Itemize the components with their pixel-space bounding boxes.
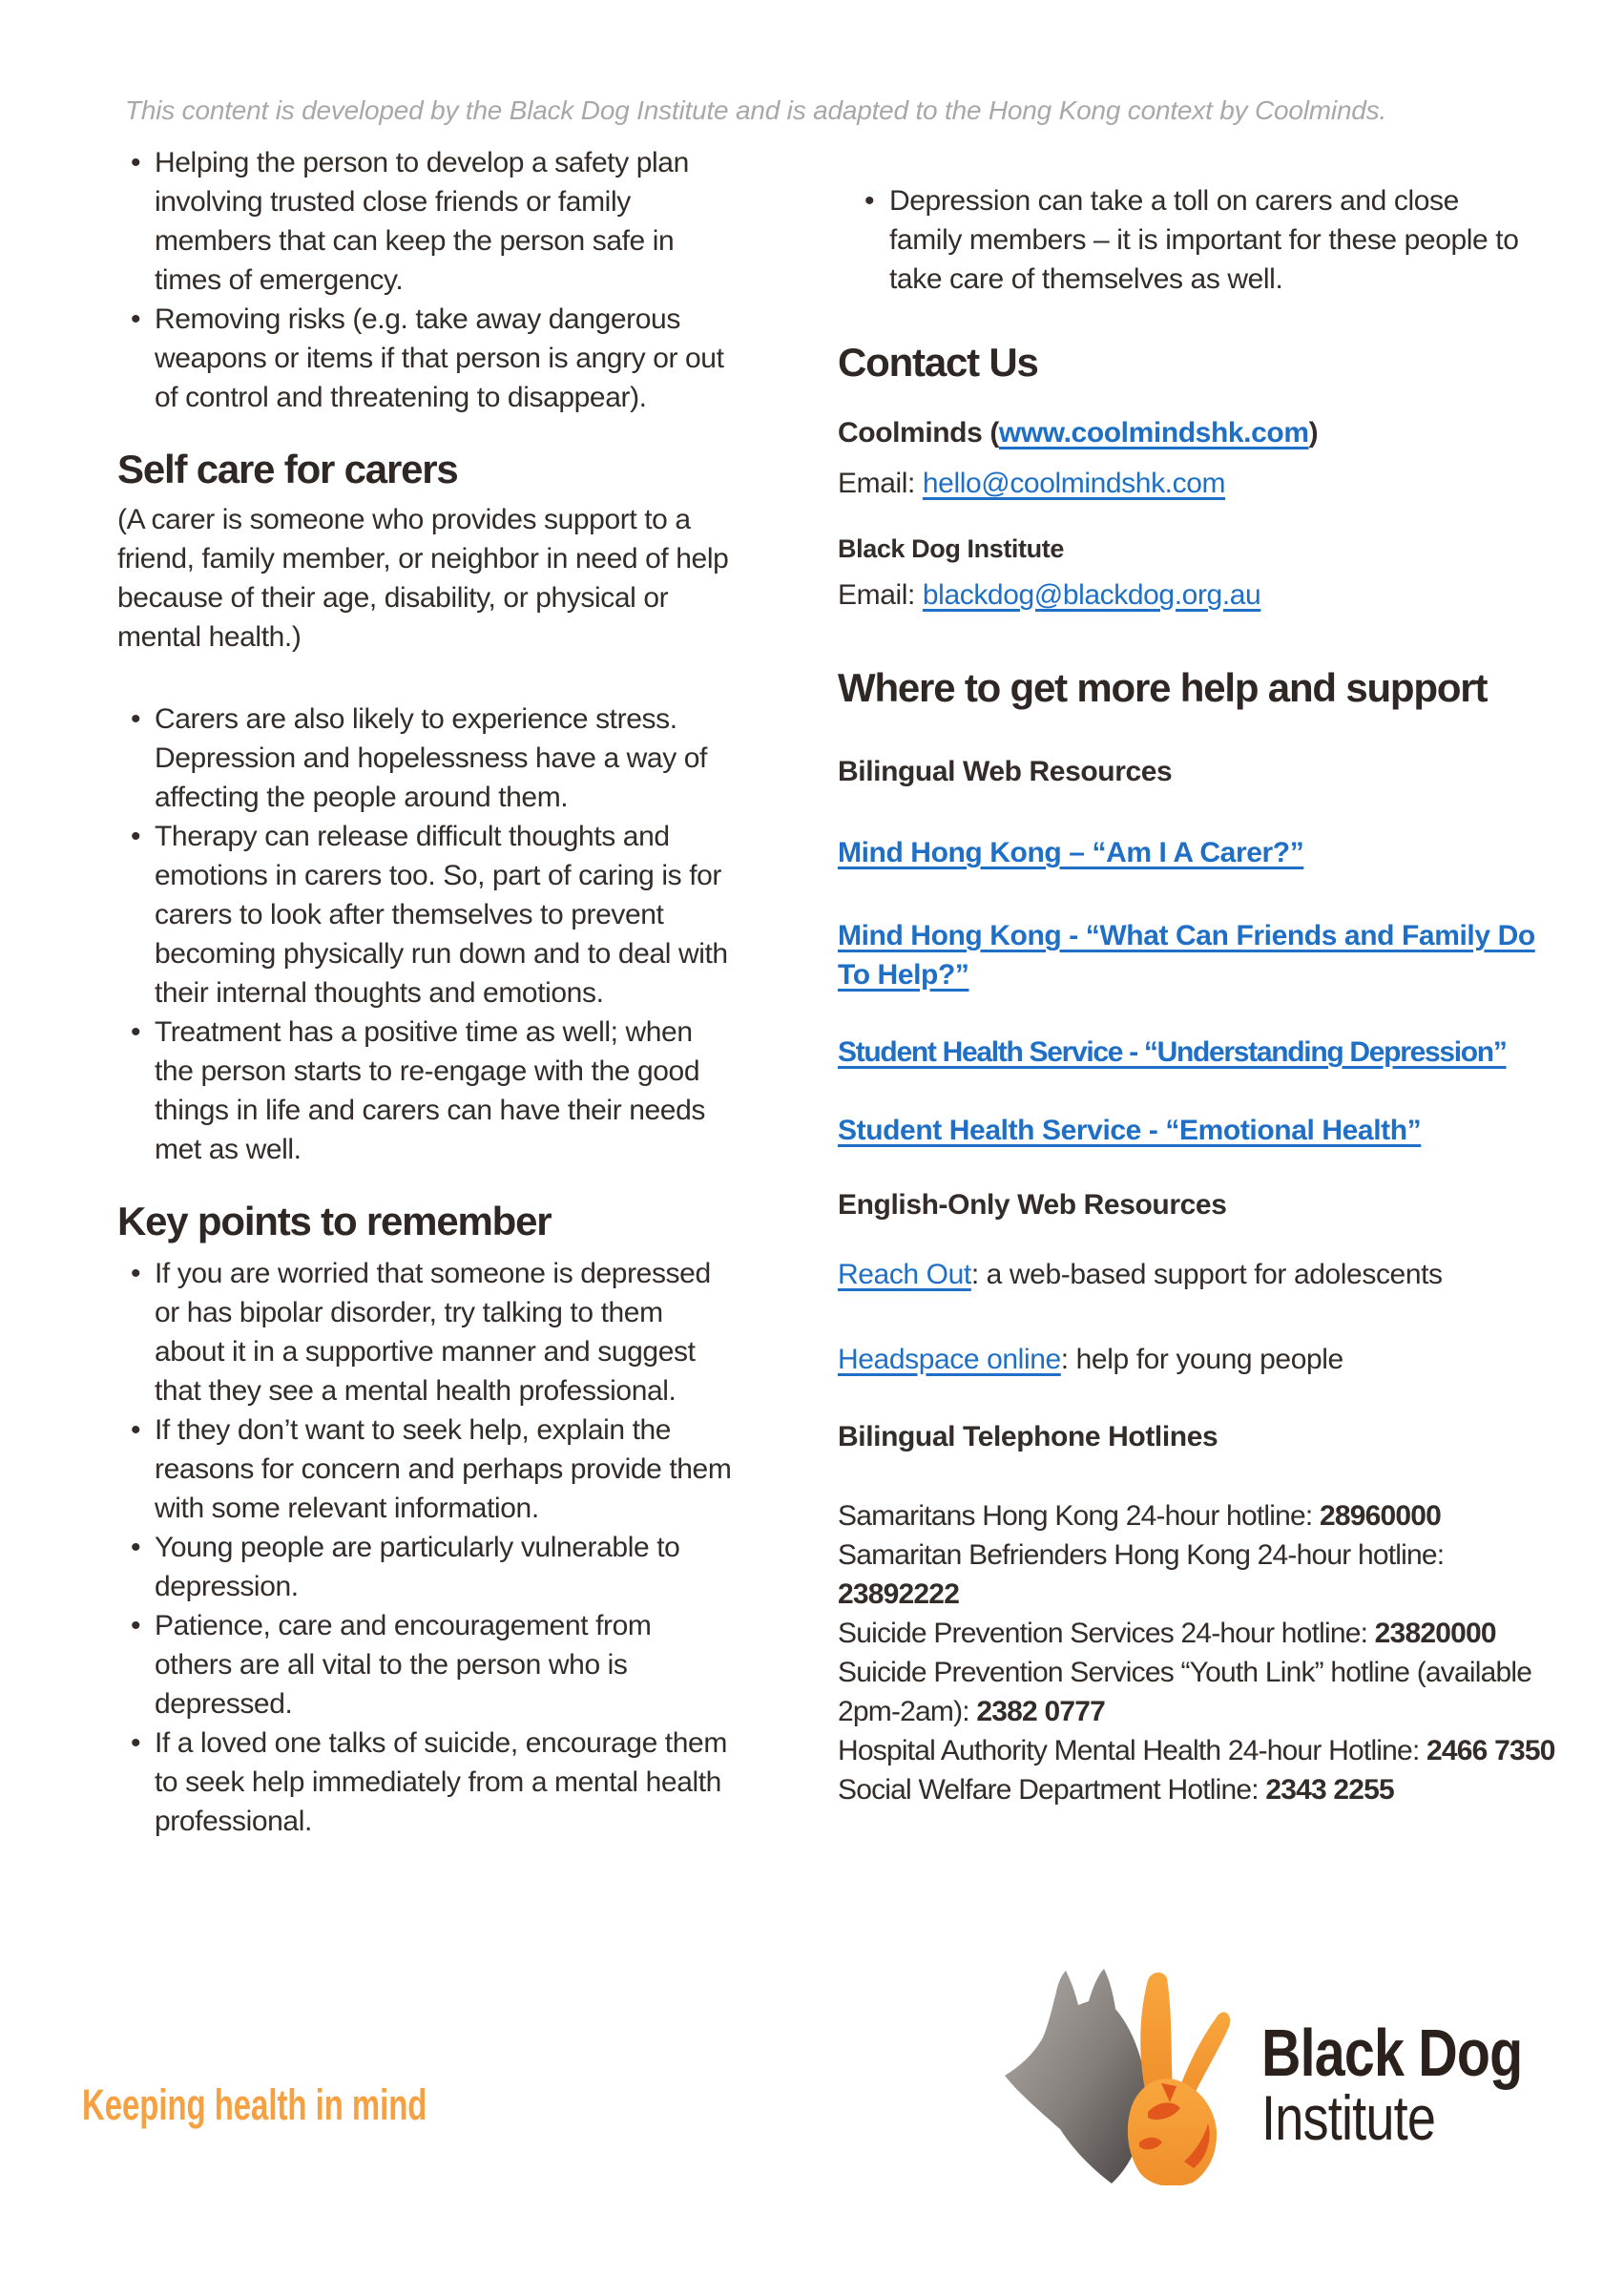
headspace-description: : help for young people	[1060, 1344, 1343, 1375]
selfcare-bullet-list	[117, 700, 747, 1169]
hotline-number: 2466 7350	[1426, 1735, 1555, 1766]
list-item: • If they don’t want to seek help, explain the reasons for concern and perhaps provide them with some relevant information.	[117, 1410, 733, 1528]
list-item: • Patience, care and encouragement from others are all vital to the person who is depressed.	[117, 1606, 733, 1723]
hotlines-block	[838, 1496, 1558, 1809]
bilingual-web-resources-heading: Bilingual Web Resources	[838, 756, 1173, 787]
list-item: • Helping the person to develop a safety plan involving trusted close friends or family members that can keep the person safe in times of emergency.	[117, 143, 733, 300]
list-item: • Depression can take a toll on carers and close family members – it is important for these people to take care of themselves as well.	[838, 181, 1525, 299]
list-item: • Carers are also likely to experience stress. Depression and hopelessness have a way of affecting the people around them.	[117, 700, 733, 817]
hotline-label: Hospital Authority Mental Health 24-hour Hotline:	[838, 1735, 1427, 1766]
list-item: • Young people are particularly vulnerable to depression.	[117, 1528, 733, 1606]
headspace-link[interactable]: Headspace online	[838, 1344, 1061, 1375]
disclaimer-text: This content is developed by the Black Dog Institute and is adapted to the Hong Kong context by Coolminds.	[125, 95, 1387, 125]
dog-and-hand-logo-icon	[997, 1961, 1231, 2185]
list-item: • If you are worried that someone is depressed or has bipolar disorder, try talking to them about it in a supportive manner and suggest that they see a mental health professional.	[117, 1254, 733, 1410]
link-text-line2: To Help?”	[838, 959, 969, 991]
logo-wordmark	[1261, 2016, 1523, 2153]
coolminds-website-link[interactable]: www.coolmindshk.com	[998, 417, 1309, 449]
hotline-entry	[838, 1770, 1558, 1809]
hotline-number: 28960000	[1319, 1500, 1442, 1532]
hotline-entry	[838, 1614, 1558, 1653]
email-label: Email:	[838, 468, 923, 499]
hotlines-heading: Bilingual Telephone Hotlines	[838, 1421, 1218, 1452]
hotline-number: 23892222	[838, 1578, 960, 1610]
reachout-line	[838, 1255, 1558, 1294]
shs-depression-line	[838, 1033, 1558, 1072]
shs-emotional-link[interactable]: Student Health Service - “Emotional Health”	[838, 1115, 1422, 1146]
hotline-number: 23820000	[1374, 1618, 1496, 1649]
mind-hk-carer-line	[838, 833, 1558, 872]
reachout-description: : a web-based support for adolescents	[970, 1259, 1443, 1290]
list-item: • Removing risks (e.g. take away dangerous weapons or items if that person is angry or out of control and threatening to disappear).	[117, 300, 733, 417]
hotline-label: Suicide Prevention Services 24-hour hotline:	[838, 1618, 1375, 1649]
hotline-entry	[838, 1653, 1558, 1731]
reachout-link[interactable]: Reach Out	[838, 1259, 971, 1290]
left-column	[117, 143, 747, 1841]
contact-us-heading: Contact Us	[838, 340, 1038, 385]
hotline-entry	[838, 1731, 1558, 1770]
mind-hk-friends-line	[838, 916, 1558, 994]
keeping-health-in-mind-tagline: Keeping health in mind	[82, 2080, 427, 2129]
email-label: Email:	[838, 579, 923, 611]
mind-hk-carer-link[interactable]: Mind Hong Kong – “Am I A Carer?”	[838, 837, 1304, 868]
carer-definition-note: (A carer is someone who provides support to a friend, family member, or neighbor in need of help because of their age, disability, or physical or mental health.)	[117, 504, 729, 653]
keypoints-heading: Key points to remember	[117, 1199, 552, 1243]
hotline-label: Suicide Prevention Services “Youth Link” hotline (available 2pm-2am):	[838, 1657, 1532, 1727]
coolminds-line	[838, 413, 1558, 452]
logo-line-institute: Institute	[1261, 2082, 1436, 2153]
hotline-number: 2343 2255	[1265, 1774, 1394, 1806]
coolminds-label: Coolminds (	[838, 417, 999, 449]
safety-bullet-list	[117, 143, 747, 417]
coolminds-paren: )	[1308, 417, 1319, 449]
link-text-line1: Mind Hong Kong - “What Can Friends and Family Do	[838, 920, 1535, 951]
list-item: • If a loved one talks of suicide, encourage them to seek help immediately from a mental health professional.	[117, 1723, 733, 1841]
keypoints-bullet-list	[117, 1254, 747, 1841]
hotline-number: 2382 0777	[976, 1696, 1105, 1727]
mind-hk-friends-link[interactable]	[838, 920, 1535, 991]
hotline-label: Samaritans Hong Kong 24-hour hotline:	[838, 1500, 1320, 1532]
shs-emotional-line	[838, 1111, 1558, 1150]
hotline-label: Samaritan Befrienders Hong Kong 24-hour hotline:	[838, 1539, 1445, 1571]
blackdog-email-link[interactable]: blackdog@blackdog.org.au	[922, 579, 1261, 611]
hotline-entry	[838, 1496, 1558, 1535]
black-dog-institute-logo	[997, 1961, 1589, 2200]
hotline-label: Social Welfare Department Hotline:	[838, 1774, 1266, 1806]
headspace-line	[838, 1340, 1558, 1379]
logo-line-black-dog: Black Dog	[1261, 2016, 1523, 2090]
list-item: • Therapy can release difficult thoughts and emotions in carers too. So, part of caring is for carers to look after themselves to prevent becoming physically run down and to deal with their internal thoughts and emotions.	[117, 817, 733, 1013]
coolminds-email-link[interactable]: hello@coolmindshk.com	[922, 468, 1226, 499]
selfcare-heading: Self care for carers	[117, 447, 458, 491]
more-help-heading: Where to get more help and support	[838, 665, 1488, 710]
blackdog-institute-label: Black Dog Institute	[838, 534, 1064, 563]
shs-depression-link[interactable]: Student Health Service - “Understanding Depression”	[838, 1036, 1507, 1068]
list-item: • Treatment has a positive time as well; when the person starts to re-engage with the good things in life and carers can have their needs met as well.	[117, 1013, 733, 1169]
coolminds-email-line	[838, 464, 1558, 503]
english-only-heading: English-Only Web Resources	[838, 1189, 1227, 1221]
hotline-entry	[838, 1535, 1558, 1614]
right-column	[838, 181, 1558, 1809]
carers-bullet-list	[838, 181, 1558, 299]
blackdog-email-line	[838, 575, 1558, 615]
